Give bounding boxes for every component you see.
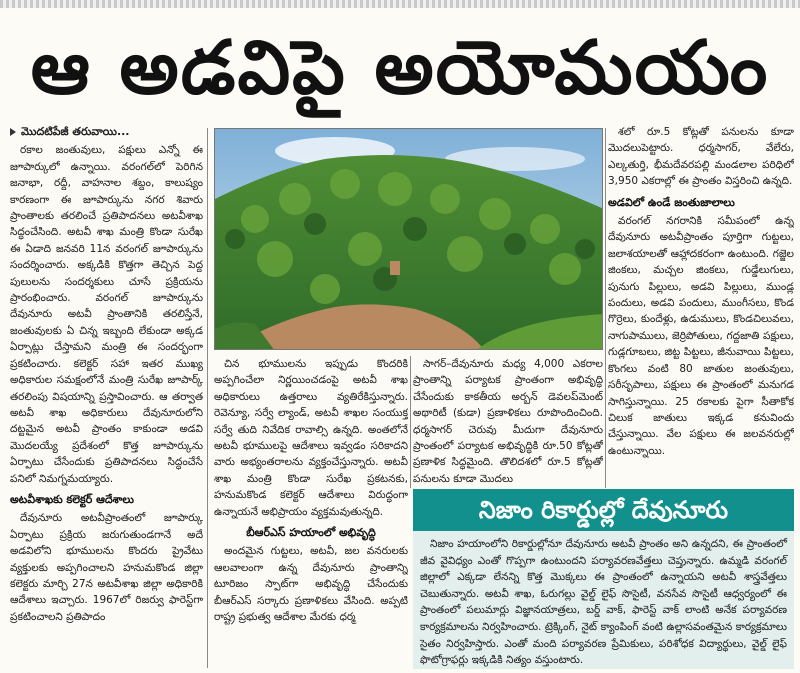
column-3-body: సాగర్–దేవునూరు మధ్య 4,000 ఎకరాల ప్రాంతాన్ని పర్యాటక ప్రాంతంగా అభివృద్ధి చేసేందుకు కాకతీయ అర్బన్ డెవలప్‌మెంట్ అథారిటీ (కుడా) ప్రణాళికలు రూపొందించింది. ధర్మసాగర్ చెరువు మీదుగా దేవునూరు ప్రాంతంలో పర్యాటక అభివృద్ధికి రూ.50 కోట్లతో ప్రణాళిక సిద్ధమైంది. తొలిదశలో రూ.5 కోట్లతో పనులను కూడా మొదలు	[413, 358, 603, 485]
column-rule	[605, 128, 606, 488]
kicker-text: మొదటిపేజీ తరువాయి...	[21, 125, 130, 138]
triangle-bullet-icon	[10, 128, 16, 136]
column-1-body: దేవునూరు అటవీప్రాంతంలో జూపార్కు ఏర్పాటు ప్రక్రియ జరుగుతుండగానే అదే అడవిలోని భూములను కొందరు ప్రైవేటు వ్యక్తులకు అప్పగించాలని హనుమకొండ జిల్లా కలెక్టరు మార్చి 27న అటవీశాఖ జిల్లా అధికారికి ఆదేశాలు ఇచ్చారు. 1967లో రిజర్వు ఫారెస్ట్‌గా ప్రకటించాలని ప్రతిపాదం	[10, 512, 203, 623]
nizam-records-text: నిజాం హయాంలోని రికార్డుల్లోనూ దేవునూరు అటవీ ప్రాంతం అని ఉన్నదని, ఈ ప్రాంతంలో జీవ వైవిధ్యం ఎంతో గొప్పగా ఉంటుందని పర్యావరణవేత్తలు చెప్తున్నారు. ఉమ్మడి వరంగల్ జిల్లాలో ఎక్కడా లేనన్ని కొత్త మొక్కలు ఈ ప్రాంతంలో ఉన్నాయని అటవీ శాస్త్రవేత్తలు చెబుతున్నారు. అటవీ శాఖ, ఓరుగల్లు వైల్డ్ లైఫ్ సొసైటీ, వనసేవ సొసైటీ ఆధ్వర్యంలో ఈ ప్రాంతంలో పలుమార్లు విజ్ఞానయాత్రలు, బర్డ్ వాక్, ఫారెస్ట్ వాక్ లాంటి అనేక పర్యావరణ కార్యక్రమాలను నిర్వహించారు. ట్రెక్కింగ్, నైట్ క్యాంపింగ్ వంటి ఉల్లాసవంతమైన కార్యక్రమాలు సైతం నిర్వహిస్తారు. ఎంతో మంది పర్యావరణ ప్రేమికులు, పరిశోధక విద్యార్థులు, వైల్డ్ లైఫ్ ఫొటోగ్రాఫర్లు ఇక్కడికి నిత్యం వస్తుంటారు.	[420, 538, 787, 667]
nizam-records-box-title: నిజాం రికార్డుల్లో దేవునూరు	[413, 489, 794, 531]
article-column-1	[10, 124, 203, 669]
forest-hill-photo	[214, 128, 603, 350]
subheading-forest-wildlife: అడవిలో ఉండే జంతుజాలాలు	[608, 195, 735, 209]
forest-hill-illustration	[215, 129, 603, 350]
article-column-3	[413, 356, 603, 489]
column-4-body: వరంగల్ నగరానికి సమీపంలో ఉన్న దేవునూరు అటవీప్రాంతం పూర్తిగా గుట్టలు, జలాశయాలతో ఆహ్లాదకరంగా ఉంటుంది. గజ్జెల జింకలు, మచ్చల జింకలు, గుడ్డేలుగులు, పునుగు పిల్లులు, అడవి పిల్లులు, ముండ్ల పందులు, అడవి పందులు, ముంగీసలు, కొండ గొర్రెలు, కుందేళ్లు, ఉడుములు, కొండచిలువలు, నాగుపాములు, జెర్రిపోతులు, గద్దజాతి పక్షులు, గుడ్లగూబలు, జిట్ట పిట్టలు, జీనువాయి పిట్టలు, కొంగలు వంటి 80 జాతుల జంతువులు, సరీసృపాలు, పక్షులు ఈ ప్రాంతంలో మనుగడ సాగిస్తున్నాయి. 25 రకాలకు పైగా సీతాకోక చిలుక జాతులు ఇక్కడ కనువిందు చేస్తున్నాయి. వేల పక్షులు ఈ జలవనరుల్లో ఉంటున్నాయి.	[608, 215, 794, 457]
continuation-kicker	[10, 124, 203, 140]
column-rule	[410, 356, 411, 488]
column-2-body-2: అందమైన గుట్టలు, అటవీ, జల వనరులకు ఆలవాలంగా ఉన్న దేవునూరు ప్రాంతాన్ని టూరిజం స్పాట్‌గా అభివృద్ధి చేసేందుకు బీఆర్‌ఎస్ సర్కారు ప్రణాళికలు వేసింది. అప్పటి రాష్ట్ర ప్రభుత్వ ఆదేశాల మేరకు ధర్మ	[214, 545, 408, 624]
article-column-4	[608, 124, 794, 489]
column-1-intro: రకాల జంతువులు, పక్షులు ఎన్నో ఈ జూపార్కులో ఉన్నాయి. వరంగల్‌లో పెరిగిన జనాభా, రద్దీ, వాహనాల శబ్దం, కాలుష్యం కారణంగా ఈ జూపార్కును నగర శివారు ప్రాంతాలకు తరలించే ప్రతిపాదనలు అటవీశాఖ సిద్ధంచేసింది. అటవీ శాఖ మంత్రి కొండా సురేఖ ఈ ఏడాది జనవరి 11న వరంగల్ జూపార్కును సందర్శించారు. అక్కడికి కొత్తగా తెచ్చిన పెద్ద పులులను సందర్శకులు చూసే ప్రక్రియను ప్రారంభించారు. వరంగల్ జూపార్కును దేవునూరు అటవీ ప్రాంతానికి తరలిస్తేనే, జంతువులకు ఏ చిన్న ఇబ్బంది లేకుండా అక్కడ ఏర్పాట్లు చేస్తామని మంత్రి ఈ సందర్భంగా ప్రకటించారు. కలెక్టర్ సహా ఇతర ముఖ్య అధికారుల సమక్షంలోనే మంత్రి సురేఖ జూపార్క్ తరలింపు విషయాన్ని ప్రస్తావించారు. ఆ తర్వాత అటవీ శాఖ అధికారులు దేవునూరులోని దట్టమైన అటవీ ప్రాంతం కాకుండా అడవి మొదలయ్యే ప్రదేశంలో కొత్త జూపార్కును ఏర్పాటు చేసేందుకు ప్రతిపాదనలు సిద్ధంచేసే పనిలో నిమగ్నమయ్యారు.	[10, 144, 203, 485]
subheading-collector-orders: అటవీశాఖకు కలెక్టర్ ఆదేశాలు	[10, 492, 134, 506]
subheading-brs-development: బీఆర్‌ఎస్ హయాంలో అభివృద్ధి	[246, 526, 376, 540]
column-4-intro: శలో రూ.5 కోట్లతో పనులను కూడా మొదలుపెట్టారు. ధర్మసాగర్, వేలేరు, ఎల్కతుర్తి, భీమదేవరపల్లి మండలాల పరిధిలో 3,950 ఎకరాల్లో ఈ ప్రాంతం విస్తరించి ఉన్నది.	[608, 126, 794, 188]
nizam-records-box-body	[413, 531, 794, 669]
column-2-body: చిన భూములను ఇప్పుడు కొందరికి అప్పగించేలా నిర్ణయించడంపై అటవీ శాఖ అధికారులు ఉత్తరాలు వ్యతిరేకిస్తున్నారు. రెవెన్యూ, సర్వే ల్యాండ్, అటవీ శాఖల సంయుక్త సర్వే తుది నివేదిక రావాల్సి ఉన్నది. అంతలోనే అటవీ భూములపై ఆదేశాలు ఇవ్వడం సరికాదని వారు అభ్యంతరాలను వ్యక్తంచేస్తున్నారు. అటవీ శాఖ మంత్రి కొండా సురేఖ ప్రకటనకు, హనుమకొండ కలెక్టర్ ఆదేశాలు విరుద్ధంగా ఉన్నాయనే అభిప్రాయం వ్యక్తమవుతున్నది.	[214, 358, 408, 518]
column-rule	[207, 128, 208, 668]
headline: ఆ అడవిపై అయోమయం	[30, 25, 770, 111]
page-top-strip	[0, 0, 800, 8]
article-column-2	[214, 356, 408, 669]
